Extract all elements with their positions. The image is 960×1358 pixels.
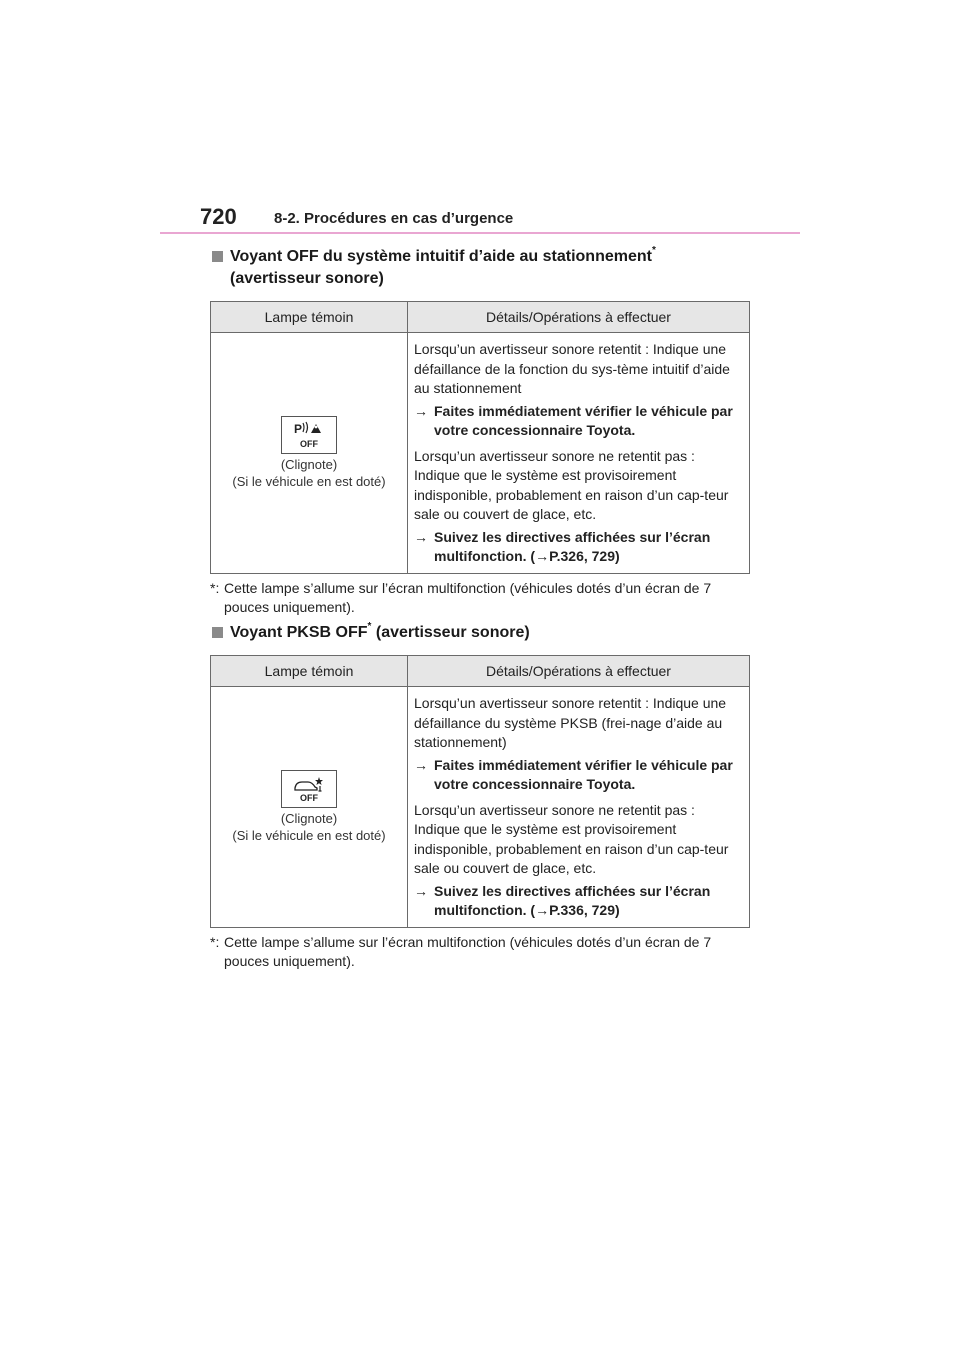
title-asterisk: * [651, 245, 656, 256]
details-paragraph: Lorsqu’un avertisseur sonore ne retentit pas : Indique que le système est provisoirement indisponible, probablement en raison d’un cap-teur sale ou couvert de glace, etc. [414, 801, 729, 876]
lamp-caption-equipped: (Si le véhicule en est doté) [232, 827, 386, 843]
warning-table [210, 655, 750, 928]
lamp-cell [211, 333, 408, 574]
header-rule [160, 232, 800, 234]
section-title [210, 622, 750, 644]
section-title-line2: (avertisseur sonore) [375, 624, 530, 641]
details-paragraph: Lorsqu’un avertisseur sonore ne retentit pas : Indique que le système est provisoirement indisponible, probablement en raison d’un cap-teur sale ou couvert de glace, etc. [414, 447, 729, 522]
action-instruction: → Faites immédiatement vérifier le véhicule par votre concessionnaire Toyota. [414, 402, 733, 438]
parking-sensor-off-icon [281, 416, 337, 454]
section-bullet-icon [212, 251, 223, 262]
footnote-text: Cette lampe s’allume sur l’écran multifonction (véhicules dotés d’un écran de 7 pouces uniquement). [224, 933, 712, 969]
footnote-text: Cette lampe s’allume sur l’écran multifonction (véhicules dotés d’un écran de 7 pouces uniquement). [224, 579, 712, 615]
pksb-off-icon [281, 770, 337, 808]
section-title [210, 246, 750, 290]
title-asterisk: * [367, 621, 372, 632]
arrow-icon: → [414, 882, 428, 899]
arrow-icon: → [414, 756, 428, 773]
arrow-icon: → [414, 528, 428, 545]
section-bullet-icon [212, 627, 223, 638]
col-lamp-header: Lampe témoin [211, 656, 408, 687]
svg-text:OFF: OFF [300, 438, 318, 449]
section-title-line1: Voyant PKSB OFF [230, 624, 368, 641]
col-lamp-header: Lampe témoin [211, 302, 408, 333]
section-title-line1: Voyant OFF du système intuitif d’aide au stationnement [230, 248, 652, 265]
section-parking-assist-off [210, 246, 750, 618]
col-details-header: Détails/Opérations à effectuer [408, 656, 750, 687]
details-cell [408, 687, 750, 928]
action-instruction: → Faites immédiatement vérifier le véhicule par votre concessionnaire Toyota. [414, 756, 733, 792]
lamp-caption-equipped: (Si le véhicule en est doté) [232, 473, 386, 489]
action-instruction: → Suivez les directives affichées sur l’écran multifonction. (→P.336, 729) [414, 882, 711, 918]
page-number: 720 [200, 204, 237, 229]
svg-text:OFF: OFF [300, 792, 318, 803]
svg-text:P: P [294, 421, 303, 436]
table-row [211, 687, 750, 928]
lamp-caption-blink: (Clignote) [280, 810, 338, 826]
details-paragraph: Lorsqu’un avertisseur sonore retentit : Indique une défaillance de la fonction du sys-tème intuitif d’aide au stationnement [414, 341, 730, 396]
details-cell [408, 333, 750, 574]
page-header [160, 200, 800, 236]
chapter-title: 8-2. Procédures en cas d’urgence [274, 210, 514, 227]
lamp-cell [211, 687, 408, 928]
details-paragraph: Lorsqu’un avertisseur sonore retentit : Indique une défaillance du système PKSB (frei-nage d’aide au stationnement) [414, 695, 727, 750]
table-row [211, 333, 750, 574]
warning-table [210, 301, 750, 574]
arrow-icon: → [414, 402, 428, 419]
action-instruction: → Suivez les directives affichées sur l’écran multifonction. (→P.326, 729) [414, 528, 711, 564]
footnote-mark: *: [210, 579, 220, 596]
lamp-caption-blink: (Clignote) [280, 456, 338, 472]
footnote-mark: *: [210, 933, 220, 950]
section-pksb-off [210, 622, 750, 972]
section-title-line2: (avertisseur sonore) [230, 270, 384, 287]
footnote [210, 933, 750, 972]
col-details-header: Détails/Opérations à effectuer [408, 302, 750, 333]
footnote [210, 579, 750, 618]
